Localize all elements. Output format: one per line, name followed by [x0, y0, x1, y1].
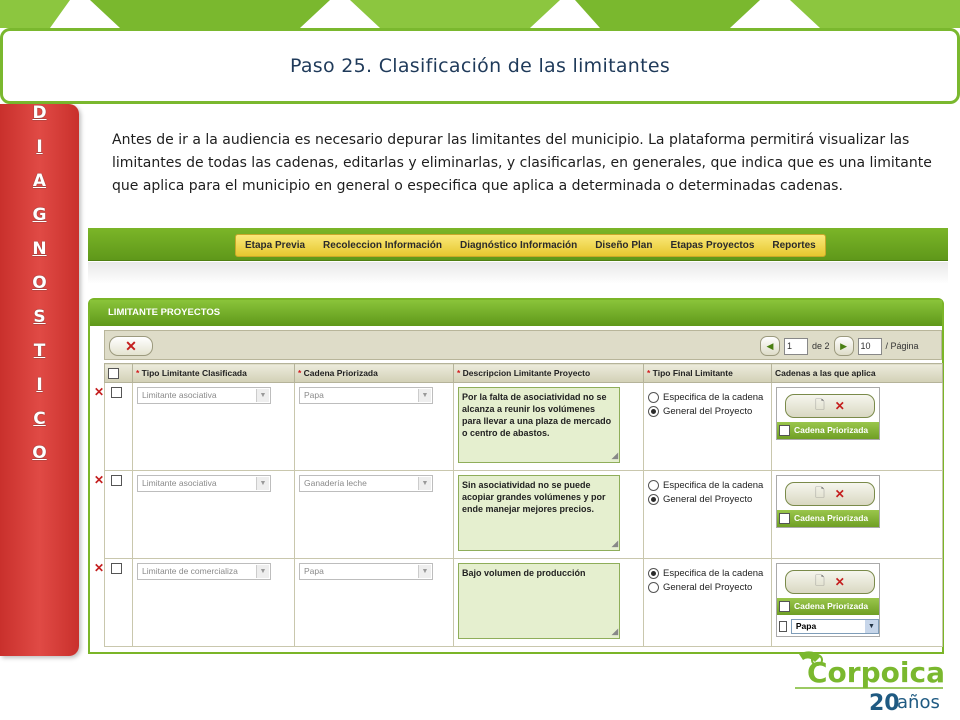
pager — [760, 335, 919, 357]
panel-title: LIMITANTE PROYECTOS — [90, 300, 942, 326]
delete-row-icon[interactable]: ✕ — [94, 561, 105, 575]
radio-button[interactable] — [648, 568, 659, 579]
side-letter: G — [32, 205, 47, 225]
side-letter: I — [36, 375, 43, 395]
cadena-select[interactable]: Papa ▼ — [791, 619, 879, 634]
col-cadena: * Cadena Priorizada — [295, 364, 454, 383]
side-letter: I — [36, 137, 43, 157]
slide-title: Paso 25. Clasificación de las limitantes — [289, 55, 671, 77]
svg-text:20: 20 — [869, 691, 900, 714]
side-letter: D — [32, 103, 47, 123]
side-tab-label — [0, 96, 79, 470]
side-letter: T — [33, 341, 46, 361]
row-checkbox[interactable] — [111, 563, 122, 574]
cadena-priorizada-select[interactable]: Papa ▼ — [299, 387, 433, 404]
tipo-select[interactable]: Limitante asociativa ▼ — [137, 387, 271, 404]
cadenas-toolbar — [785, 394, 875, 418]
cadenas-subgrid — [776, 563, 880, 637]
page-input[interactable]: 1 — [784, 338, 808, 355]
radio-button[interactable] — [648, 582, 659, 593]
delete-row-icon[interactable]: ✕ — [94, 473, 105, 487]
limitantes-grid — [94, 363, 943, 647]
cadena-row-checkbox[interactable] — [779, 621, 787, 632]
col-cadenas-aplica: Cadenas a las que aplica — [772, 364, 943, 383]
table-row — [105, 559, 943, 647]
remove-cadena-icon[interactable]: ✕ — [834, 399, 845, 413]
row-checkbox[interactable] — [111, 387, 122, 398]
nav-item[interactable]: Etapa Previa — [245, 240, 306, 251]
prev-page-button[interactable]: ◀ — [760, 336, 780, 356]
radio-button[interactable] — [648, 392, 659, 403]
cadena-priorizada-select[interactable]: Papa ▼ — [299, 563, 433, 580]
radio-especifica[interactable]: Especifica de la cadena — [648, 568, 767, 579]
svg-text:Corpoica: Corpoica — [807, 656, 945, 689]
radio-especifica[interactable]: Especifica de la cadena — [648, 480, 767, 491]
nav-item[interactable]: Diseño Plan — [595, 240, 653, 251]
descripcion-textarea[interactable]: Bajo volumen de producción ◢ — [458, 563, 620, 639]
descripcion-textarea[interactable]: Por la falta de asociatividad no se alcanza a reunir los volúmenes para llevar a una plaza de mercado o centro de abastos. ◢ — [458, 387, 620, 463]
row-checkbox[interactable] — [111, 475, 122, 486]
cadena-header: Cadena Priorizada — [777, 598, 879, 615]
cadena-header: Cadena Priorizada — [777, 422, 879, 439]
per-page-label: / Página — [885, 341, 919, 351]
nav-item[interactable]: Diagnóstico Información — [459, 240, 578, 251]
svg-text:años: años — [897, 692, 940, 713]
cadena-priorizada-select[interactable]: Ganadería leche ▼ — [299, 475, 433, 492]
cadena-checkbox[interactable] — [779, 601, 790, 612]
side-letter: C — [33, 409, 46, 429]
radio-general[interactable]: General del Proyecto — [648, 582, 767, 593]
col-tipo-final: * Tipo Final Limitante — [644, 364, 772, 383]
delete-row-icon[interactable]: ✕ — [94, 385, 105, 399]
grid-toolbar — [104, 330, 942, 360]
app-navbar — [88, 228, 948, 261]
cadena-header: Cadena Priorizada — [777, 510, 879, 527]
side-letter: O — [32, 443, 47, 463]
tipo-select[interactable]: Limitante de comercializa ▼ — [137, 563, 271, 580]
main-menu — [235, 234, 826, 257]
cadena-checkbox[interactable] — [779, 513, 790, 524]
cadena-checkbox[interactable] — [779, 425, 790, 436]
add-cadena-icon[interactable]: 🗋 — [815, 573, 825, 588]
side-letter: S — [33, 307, 46, 327]
table-row — [105, 383, 943, 471]
descripcion-textarea[interactable]: Sin asociatividad no se puede acopiar grandes volúmenes y por ende manejar mejores precios. ◢ — [458, 475, 620, 551]
delete-selected-button[interactable]: ✕ — [109, 336, 153, 356]
col-tipo: * Tipo Limitante Clasificada — [133, 364, 295, 383]
app-screenshot — [88, 228, 948, 654]
cadenas-subgrid — [776, 475, 880, 528]
corpoica-logo — [793, 648, 953, 714]
nav-item[interactable]: Etapas Proyectos — [670, 240, 755, 251]
remove-cadena-icon[interactable]: ✕ — [834, 575, 845, 589]
table-row — [105, 471, 943, 559]
radio-button[interactable] — [648, 480, 659, 491]
nav-item[interactable]: Recoleccion Información — [323, 240, 442, 251]
intro-paragraph: Antes de ir a la audiencia es necesario depurar las limitantes del municipio. La plataforma permitirá visualizar las limitantes de todas las cadenas, editarlas y eliminarlas, y clasificarlas, en generales, que indica que es una limitante que aplica para el municipio en general o especifica que aplica a determinada o determinadas cadenas. — [112, 132, 932, 194]
page-of-label: de 2 — [812, 341, 830, 351]
side-letter: A — [32, 171, 47, 191]
radio-especifica[interactable]: Especifica de la cadena — [648, 392, 767, 403]
select-all-checkbox[interactable] — [108, 368, 119, 379]
add-cadena-icon[interactable]: 🗋 — [815, 397, 825, 412]
cadenas-toolbar — [785, 570, 875, 594]
col-descripcion: * Descripcion Limitante Proyecto — [454, 364, 644, 383]
cadenas-subgrid — [776, 387, 880, 440]
radio-button[interactable] — [648, 494, 659, 505]
side-letter: N — [32, 239, 47, 259]
tipo-select[interactable]: Limitante asociativa ▼ — [137, 475, 271, 492]
limitante-panel — [88, 298, 944, 654]
cadenas-toolbar — [785, 482, 875, 506]
slide-title-bar — [0, 28, 960, 104]
per-page-input[interactable]: 10 — [858, 338, 882, 355]
next-page-button[interactable]: ▶ — [834, 336, 854, 356]
nav-item[interactable]: Reportes — [772, 240, 816, 251]
add-cadena-icon[interactable]: 🗋 — [815, 485, 825, 500]
cadena-select-row — [779, 618, 879, 634]
side-letter: O — [32, 273, 47, 293]
remove-cadena-icon[interactable]: ✕ — [834, 487, 845, 501]
radio-general[interactable]: General del Proyecto — [648, 406, 767, 417]
radio-general[interactable]: General del Proyecto — [648, 494, 767, 505]
radio-button[interactable] — [648, 406, 659, 417]
